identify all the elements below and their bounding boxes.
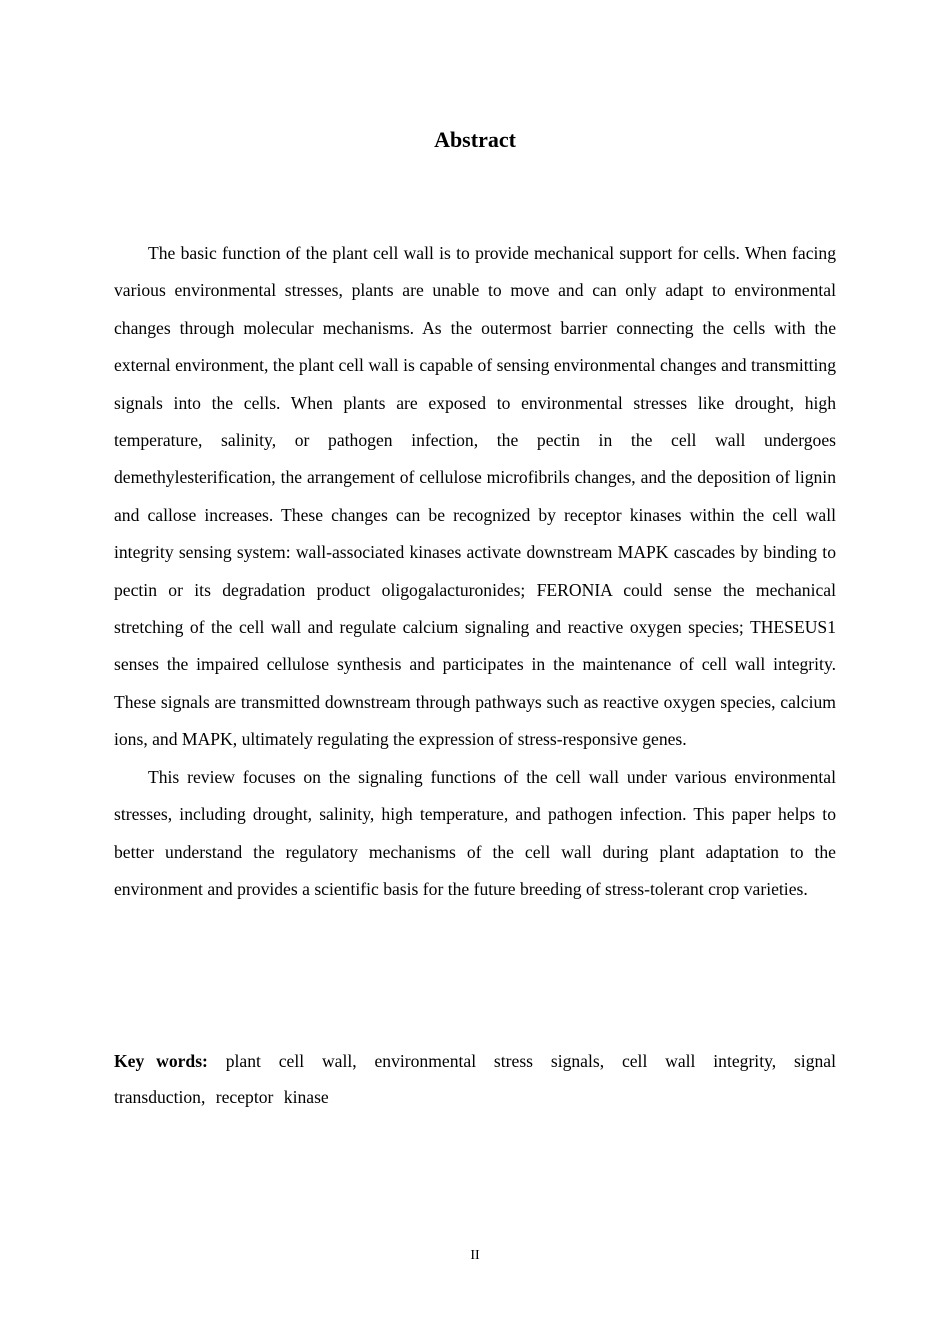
abstract-paragraph: The basic function of the plant cell wall is to provide mechanical support for cells. When facing various environmental stresses, plants are unable to move and can only adapt to environmental changes through molecular mechanisms. As the outermost barrier connecting the cells with the external environment, the plant cell wall is capable of sensing environmental changes and transmitting signals into the cells. When plants are exposed to environmental stresses like drought, high temperature, salinity, or pathogen infection, the pectin in the cell wall undergoes demethylesterification, the arrangement of cellulose microfibrils changes, and the deposition of lignin and callose increases. These changes can be recognized by receptor kinases within the cell wall integrity sensing system: wall-associated kinases activate downstream MAPK cascades by binding to pectin or its degradation product oligogalacturonides; FERONIA could sense the mechanical stretching of the cell wall and regulate calcium signaling and reactive oxygen species; THESEUS1 senses the impaired cellulose synthesis and participates in the maintenance of cell wall integrity. These signals are transmitted downstream through pathways such as reactive oxygen species, calcium ions, and MAPK, ultimately regulating the expression of stress-responsive genes. [114, 243, 836, 750]
page-title: Abstract [434, 127, 516, 152]
keywords [114, 1043, 836, 1115]
keywords-text: plant cell wall, environmental stress signals, cell wall integrity, signal transduction, receptor kinase [114, 1051, 836, 1107]
abstract-paragraph: This review focuses on the signaling functions of the cell wall under various environmental stresses, including drought, salinity, high temperature, and pathogen infection. This paper helps to better understand the regulatory mechanisms of the cell wall during plant adaptation to the environment and provides a scientific basis for the future breeding of stress-tolerant crop varieties. [114, 766, 836, 899]
page-number: II [470, 1248, 480, 1263]
keywords-label: Key words: [114, 1051, 208, 1071]
abstract-body [114, 235, 836, 908]
